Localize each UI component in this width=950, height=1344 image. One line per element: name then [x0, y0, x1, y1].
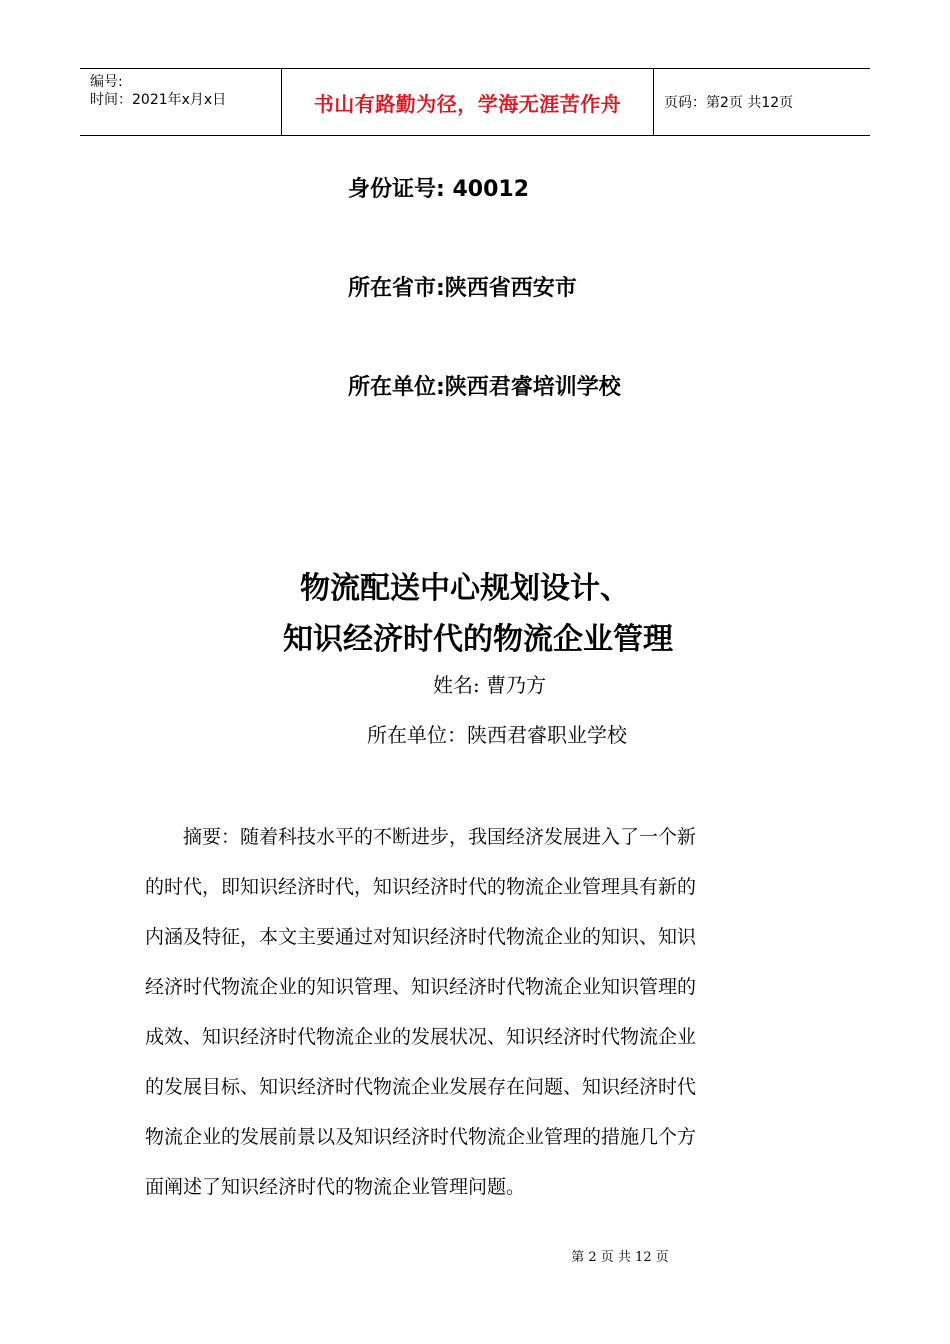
abstract-line: 内涵及特征，本文主要通过对知识经济时代物流企业的知识、知识: [145, 926, 697, 948]
abstract-paragraph: [145, 812, 800, 1212]
page-header: [80, 68, 870, 136]
page-footer: 第 2 页 共 12 页: [571, 1250, 669, 1265]
abstract-line: 物流企业的发展前景以及知识经济时代物流企业管理的措施几个方: [145, 1126, 697, 1148]
header-motto: 书山有路勤为径，学海无涯苦作舟: [282, 69, 654, 135]
document-date-label: 时间：2021年x月x日: [90, 92, 227, 108]
article-title-line-1: 物流配送中心规划设计、: [300, 571, 630, 606]
abstract-line: 经济时代物流企业的知识管理、知识经济时代物流企业知识管理的: [145, 976, 697, 998]
unit-line: 所在单位:陕西君睿培训学校: [348, 375, 621, 400]
author-affiliation: 所在单位：陕西君睿职业学校: [367, 723, 627, 747]
id-number-line: 身份证号: 40012: [348, 177, 529, 202]
abstract-line: 面阐述了知识经济时代的物流企业管理问题。: [145, 1176, 526, 1198]
article-title-line-2: 知识经济时代的物流企业管理: [283, 622, 673, 657]
abstract-line: 的时代，即知识经济时代，知识经济时代的物流企业管理具有新的: [145, 876, 697, 898]
abstract-line: 的发展目标、知识经济时代物流企业发展存在问题、知识经济时代: [145, 1076, 697, 1098]
province-line: 所在省市:陕西省西安市: [348, 276, 577, 301]
header-page-number: 页码：第2页 共12页: [664, 95, 794, 111]
document-number-label: 编号:: [90, 74, 123, 90]
abstract-line: 摘要：随着科技水平的不断进步，我国经济发展进入了一个新: [145, 826, 697, 848]
author-name: 姓名: 曹乃方: [433, 673, 547, 697]
abstract-line: 成效、知识经济时代物流企业的发展状况、知识经济时代物流企业: [145, 1026, 697, 1048]
header-meta-cell: [80, 69, 282, 135]
